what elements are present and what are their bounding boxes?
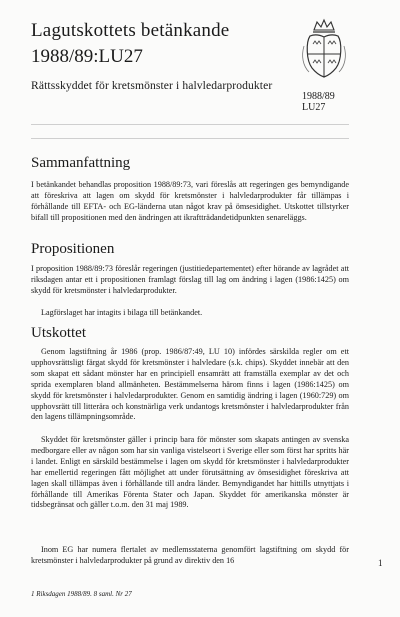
proposition-paragraph: I proposition 1988/89:73 föreslår regeringen (justitiedepartementet) efter hörande av lagrådet att riksdagen antar ett i propositionen framlagt förslag till lag om ändring i lagen (1986:1425) om skydd för kretsmönster i halvledarprodukter.: [31, 264, 349, 295]
document-number: 1988/89:LU27: [31, 46, 143, 67]
proposition-paragraph-2: Lagförslaget har intagits i bilaga till betänkandet.: [41, 308, 203, 317]
document-title: Lagutskottets betänkande: [31, 20, 230, 41]
committee-paragraph-1: Genom lagstiftning år 1986 (prop. 1986/87:49, LU 10) infördes särskilda regler om ett upphovsrättsligt färgat skydd för kretsmönster i halvledare (s.k. chips). Skyddet innebär att den som skapat ett sådant mönster har en principiell ensamrätt att framställa exemplar av det och sprida exemplaren bland allmänheten. Bestämmelserna härom finns i lagen (1986:1425) om skydd för kretsmönster i halvledarprodukter. Genom en samtidig ändring i lagen (1960:729) om upphovsrätt till litterära och konstnärliga verk undantogs kretsmönster i halvledarprodukter från den lagens tillämpningsområde.: [31, 347, 349, 422]
reference-number: [302, 91, 335, 113]
proposition-heading: Propositionen: [31, 241, 115, 257]
page-number: 1: [378, 558, 383, 568]
committee-heading: Utskottet: [31, 325, 86, 341]
footer-source: 1 Riksdagen 1988/89. 8 saml. Nr 27: [31, 590, 132, 598]
header-divider: [31, 124, 349, 125]
coat-of-arms-icon: [300, 16, 348, 80]
reference-code: LU27: [302, 102, 326, 113]
committee-paragraph-3: Inom EG har numera flertalet av medlemsstaterna genomfört lagstiftning om skydd för kretsmönster i halvledarprodukter på grund av direktiv den 16: [31, 545, 349, 565]
summary-paragraph: I betänkandet behandlas proposition 1988/89:73, vari föreslås att regeringen ges bemyndigande att föreskriva att lagen om skydd för kretsmönster i halvledarprodukter får tillämpas i förhållande till EFTA- och EG-länderna utan något krav på ömsesidighet. Utskottet tillstyrker bifall till propositionen med den ändringen att ikraftträdandetidpunkten senareläggs.: [31, 180, 349, 222]
document-subtitle: Rättsskyddet för kretsmönster i halvledarprodukter: [31, 79, 273, 92]
reference-session: 1988/89: [302, 91, 335, 102]
summary-heading: Sammanfattning: [31, 155, 131, 171]
header-divider-2: [31, 138, 349, 139]
committee-paragraph-2: Skyddet för kretsmönster gäller i princip bara för mönster som skapats antingen av svenska medborgare eller av någon som har sin vanliga vistelseort i Sverige eller som först har spritts här i landet. Enligt en särskild bestämmelse i lagen om skydd för kretsmönster i halvledarprodukter har emellertid regeringen fått möjlighet att under förutsättning av ömsesidighet föreskriva att lagen skall tillämpas även i förhållande till andra länder. Bemyndigandet har hittills utnyttjats i förhållande till Amerikas Förenta Stater och Japan. Skyddet för amerikanska mönster är tidsbegränsat och gäller t.o.m. den 31 maj 1989.: [31, 435, 349, 510]
